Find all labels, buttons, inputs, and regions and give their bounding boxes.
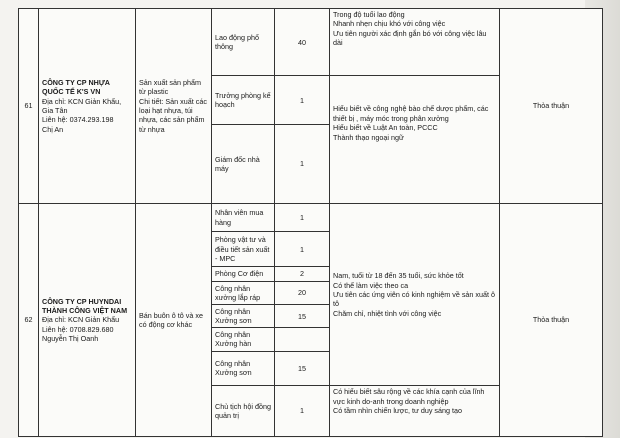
salary-cell: Thỏa thuận [500,204,603,437]
business-cell: Bán buôn ô tô và xe có động cơ khác [136,204,212,437]
job-quantity: 15 [275,305,330,328]
business-cell [136,9,212,204]
job-quantity: 1 [275,124,330,203]
job-quantity: 1 [275,204,330,232]
requirement-line: Có hiểu biết sâu rộng về các khía cạnh của lĩnh vực kinh do-anh trong doanh nghiệp [333,387,485,406]
company-address: Địa chỉ: KCN Giản Khẩu, Gia Tân [42,96,122,115]
company-address: Địa chỉ: KCN Giản Khẩu [42,315,120,325]
job-position: Nhân viên mua hàng [212,204,275,232]
requirement-line: Có thể làm việc theo ca [333,280,409,290]
job-position: Lao động phổ thông [212,9,275,76]
job-position: Công nhân Xưởng sơn [212,305,275,328]
company-contact: Chị An [42,124,64,134]
job-quantity: 1 [275,232,330,267]
company-name: CÔNG TY CP NHỰA QUỐC TẾ K'S VN [42,77,110,97]
requirement-line: Nhanh nhẹn chịu khó với công việc [333,19,446,29]
job-position: Công nhân Xưởng sơn [212,351,275,386]
requirements-cell [330,204,500,386]
company-cell [39,9,136,204]
company-contact: Nguyễn Thị Oanh [42,334,99,344]
job-quantity: 15 [275,351,330,386]
company-phone: Liên hệ: 0374.293.198 [42,115,114,125]
job-quantity [275,328,330,351]
row-number: 61 [19,9,39,204]
company-phone: Liên hệ: 0708.829.680 [42,324,114,334]
requirement-line: Hiểu biết về công nghệ bào chế dược phẩm, các thiết bị , máy móc trong phân xưởng [333,104,489,123]
job-position: Phòng Cơ điện [212,267,275,282]
requirement-line: Trong độ tuổi lao động [333,10,405,19]
job-quantity: 20 [275,281,330,304]
job-position: Giám đốc nhà máy [212,124,275,203]
row-number: 62 [19,204,39,437]
requirement-line: Có tầm nhìn chiến lược, tư duy sáng tạo [333,406,463,416]
job-quantity: 1 [275,76,330,124]
job-position: Công nhân Xưởng hàn [212,328,275,351]
job-quantity: 2 [275,267,330,282]
company-name: CÔNG TY CP HUYNDAI THÀNH CÔNG VIỆT NAM [42,296,128,315]
requirement-line: Ưu tiên người xác định gắn bó với công việc lâu dài [333,28,487,48]
job-position: Chủ tịch hội đồng quản trị [212,386,275,437]
company-cell [39,204,136,437]
requirement-line: Chăm chỉ, nhiệt tình với công việc [333,308,442,318]
requirements-cell [330,386,500,437]
job-table [18,8,603,437]
requirement-line: Hiểu biết về Luật An toàn, PCCC [333,123,438,133]
table-row [19,204,603,232]
table-row [19,9,603,76]
salary-cell: Thỏa thuận [500,9,603,204]
requirements-cell [330,9,500,76]
job-position: Trưởng phòng kế hoạch [212,76,275,124]
requirement-line: Thành thạo ngoại ngữ [333,132,404,142]
job-quantity: 1 [275,386,330,437]
requirement-line: Nam, tuổi từ 18 đến 35 tuổi, sức khỏe tốt [333,271,464,281]
business-text: Sản xuất sản phẩm từ plastic Chi tiết: Sản xuất các loại hạt nhựa, túi nhựa, các sản phẩm từ nhựa [139,77,207,134]
requirements-cell [330,76,500,204]
job-position: Phòng vật tư và điều tiết sản xuất - MPC [212,232,275,267]
requirement-line: Ưu tiên các ứng viên có kinh nghiệm về sản xuất ô tô [333,289,495,309]
job-position: Công nhân xưởng lắp ráp [212,281,275,304]
job-quantity: 40 [275,9,330,76]
